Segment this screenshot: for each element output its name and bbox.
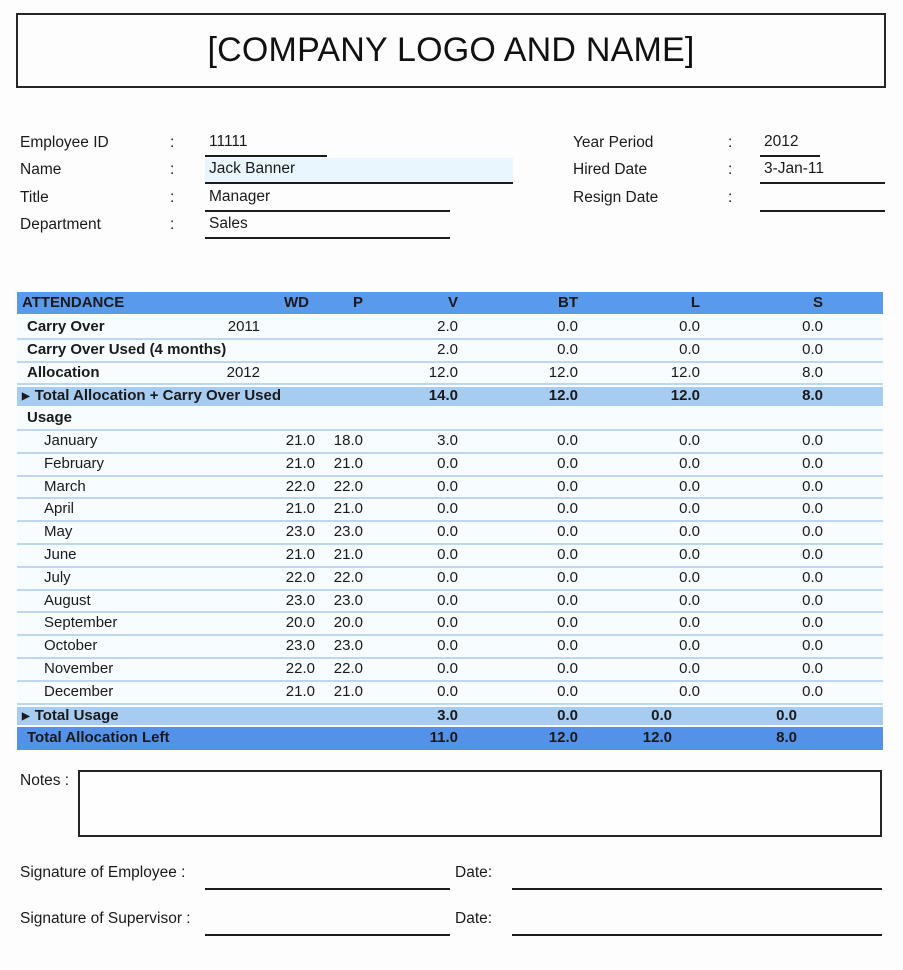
year-period-label: Year Period [573,134,654,151]
cell-bt: 0.0 [557,637,578,655]
cell-bt: 0.0 [557,477,578,495]
row-label: Carry Over Used (4 months) [27,340,227,358]
cell-bt: 0.0 [557,568,578,586]
attendance-table-header [17,292,883,314]
name-label: Name [20,161,62,178]
cell-bt: 0.0 [557,340,578,358]
cell-v: 0.0 [437,614,458,632]
row-label-cell [17,522,202,544]
hired-date-field[interactable]: 3-Jan-11 [760,158,885,184]
row-label: January [44,431,98,449]
arrow-marker-icon: ▶ [22,710,30,722]
cell-s: 0.0 [802,431,823,449]
row-label: March [44,477,86,495]
cell-s: 0.0 [802,454,823,472]
cell-bt: 12.0 [548,387,578,405]
cell-wd: 23.0 [285,591,315,609]
cell-l: 0.0 [679,318,700,335]
attendance-table [17,292,883,750]
header-p: P [352,294,363,311]
cell-v [363,408,458,430]
field-row-title [20,186,560,210]
cell-bt: 0.0 [557,682,578,700]
cell-wd: 21.0 [285,682,315,700]
cell-v: 0.0 [437,637,458,655]
cell-p [315,707,363,727]
row-label: Usage [27,409,73,427]
title-field[interactable]: Manager [205,186,450,212]
row-label-cell [17,727,202,750]
cell-l: 0.0 [679,568,700,586]
cell-wd: 22.0 [285,568,315,586]
header-year [202,292,260,314]
cell-s: 0.0 [776,706,797,724]
cell-year: 2011 [227,318,260,335]
attendance-table-body [17,317,883,750]
resign-date-label: Resign Date [573,189,659,206]
cell-l: 0.0 [679,659,700,677]
cell-wd: 20.0 [285,614,315,632]
row-label-cell [17,707,202,727]
field-row-hired-date [573,158,888,182]
cell-v: 2.0 [437,340,458,358]
cell-s: 0.0 [802,637,823,655]
field-row-name [20,158,560,182]
cell-v: 0.0 [437,477,458,495]
cell-wd: 21.0 [285,454,315,472]
cell-s: 0.0 [802,340,823,358]
notes-label: Notes : [20,772,70,789]
cell-wd: 21.0 [285,431,315,449]
cell-wd: 21.0 [285,500,315,518]
cell-s: 0.0 [802,568,823,586]
cell-wd: 23.0 [285,523,315,541]
cell-s: 0.0 [802,318,823,335]
employee-date-label: Date: [455,864,493,881]
cell-bt [458,408,578,430]
cell-l: 0.0 [679,340,700,358]
table-row [17,477,883,500]
cell-year [202,591,260,613]
cell-s: 0.0 [802,591,823,609]
cell-s [700,408,823,430]
cell-wd: 23.0 [285,637,315,655]
row-label-cell [17,340,227,362]
cell-v: 0.0 [437,591,458,609]
table-row [17,659,883,682]
header-v: V [447,294,458,311]
colon-separator: : [170,161,175,178]
cell-v: 14.0 [428,387,458,405]
cell-wd [260,707,315,727]
cell-bt: 0.0 [557,614,578,632]
cell-bt: 12.0 [548,729,578,747]
row-label: Total Allocation Left [27,729,170,747]
cell-year [202,387,260,407]
row-label: June [44,545,77,563]
table-row [17,431,883,454]
table-row [17,636,883,659]
cell-p [315,727,363,750]
year-period-field[interactable]: 2012 [760,131,820,157]
cell-bt: 0.0 [557,545,578,563]
cell-l: 0.0 [679,477,700,495]
cell-l: 0.0 [679,431,700,449]
cell-year [202,613,260,635]
row-label: August [44,591,91,609]
cell-wd [260,363,315,385]
cell-year [202,431,260,453]
row-label-cell [17,682,202,704]
cell-v: 12.0 [428,363,458,381]
row-label-cell [17,591,202,613]
cell-s: 0.0 [802,523,823,541]
cell-s: 8.0 [802,387,823,405]
cell-l: 12.0 [670,387,700,405]
row-label-cell [17,613,202,635]
cell-p: 21.0 [333,500,363,518]
cell-v: 0.0 [437,454,458,472]
cell-s: 0.0 [802,682,823,700]
cell-year [202,568,260,590]
cell-s: 0.0 [802,659,823,677]
cell-p: 21.0 [333,682,363,700]
employee-id-label: Employee ID [20,134,109,151]
cell-l: 0.0 [651,706,672,724]
cell-l: 12.0 [642,729,672,747]
cell-year [202,340,260,362]
row-label-cell [17,431,202,453]
cell-p [315,363,363,385]
field-row-year-period [573,131,888,155]
row-label: Carry Over [27,318,105,335]
cell-bt: 0.0 [557,659,578,677]
cell-l: 0.0 [679,523,700,541]
cell-wd: 22.0 [285,477,315,495]
cell-v: 2.0 [437,318,458,335]
field-row-department [20,213,560,237]
table-row [17,591,883,614]
resign-date-field[interactable] [760,186,885,212]
cell-year: 2012 [226,363,260,381]
cell-wd [260,727,315,750]
cell-s: 0.0 [802,545,823,563]
row-label-cell [17,477,202,499]
cell-l: 0.0 [679,614,700,632]
cell-v: 0.0 [437,500,458,518]
header-attendance: ATTENDANCE [22,294,125,311]
row-label-cell [17,317,202,339]
table-row [17,317,883,340]
cell-l: 0.0 [679,591,700,609]
cell-p: 22.0 [333,659,363,677]
cell-p: 21.0 [333,454,363,472]
table-row [17,613,883,636]
table-row [17,727,883,750]
signature-supervisor-line[interactable] [205,912,450,936]
signature-employee-label: Signature of Employee : [20,864,186,881]
row-label: April [44,500,75,518]
cell-s: 8.0 [776,729,797,747]
arrow-marker-icon: ▶ [22,391,30,403]
row-label: October [44,637,98,655]
cell-v: 11.0 [429,729,458,747]
cell-p: 23.0 [333,591,363,609]
cell-v: 0.0 [437,523,458,541]
cell-p: 20.0 [333,614,363,632]
header-l: L [690,294,700,311]
cell-year [202,499,260,521]
table-row [17,705,883,728]
cell-wd [260,408,315,430]
cell-wd [260,317,315,339]
table-row [17,545,883,568]
row-label: December [44,682,114,700]
signature-supervisor-label: Signature of Supervisor : [20,910,191,927]
cell-p [315,340,363,362]
cell-wd: 21.0 [285,545,315,563]
colon-separator: : [728,189,733,206]
cell-p: 18.0 [333,431,363,449]
row-label-cell [17,387,282,407]
cell-wd: 22.0 [285,659,315,677]
row-label-cell [17,499,202,521]
cell-p: 23.0 [333,523,363,541]
cell-l: 0.0 [679,500,700,518]
header-s: S [812,294,823,311]
field-row-resign-date [573,186,888,210]
table-row [17,385,883,408]
row-label: Allocation [27,363,100,381]
name-field[interactable]: Jack Banner [205,158,513,184]
table-row [17,522,883,545]
cell-p: 22.0 [333,568,363,586]
cell-bt: 0.0 [557,706,578,724]
colon-separator: : [170,189,175,206]
field-row-employee-id [20,131,560,155]
header-bt: BT [558,294,578,311]
signature-employee-line[interactable] [205,866,450,890]
cell-l: 12.0 [670,363,700,381]
cell-year [202,408,260,430]
cell-p [315,387,363,407]
cell-v: 0.0 [437,659,458,677]
cell-p [315,317,363,339]
cell-bt: 0.0 [557,523,578,541]
cell-l: 0.0 [679,545,700,563]
cell-v: 0.0 [437,682,458,700]
cell-year [202,636,260,658]
table-row [17,682,883,705]
row-label-cell [17,636,202,658]
cell-year [202,522,260,544]
employee-id-field[interactable]: 11111 [205,131,327,157]
employee-date-line[interactable] [512,866,882,890]
cell-s: 0.0 [802,614,823,632]
row-label-cell [17,659,202,681]
row-label-cell [17,363,202,385]
cell-bt: 12.0 [548,363,578,381]
row-label: July [44,568,71,586]
row-label: November [44,659,114,677]
row-label-cell [17,568,202,590]
company-logo-title: [COMPANY LOGO AND NAME] [207,31,695,69]
cell-bt: 0.0 [557,454,578,472]
row-label: Total Usage [34,706,119,724]
cell-v: 3.0 [437,706,458,724]
cell-v: 0.0 [437,545,458,563]
cell-bt: 0.0 [557,500,578,518]
cell-p: 21.0 [333,545,363,563]
row-label-cell [17,454,202,476]
cell-year [202,682,260,704]
colon-separator: : [728,134,733,151]
colon-separator: : [728,161,733,178]
cell-l [578,408,700,430]
cell-s: 8.0 [802,363,823,381]
hired-date-label: Hired Date [573,161,648,178]
row-label-cell [17,408,202,430]
colon-separator: : [170,134,175,151]
supervisor-date-label: Date: [455,910,493,927]
company-logo-box [16,13,886,88]
row-label: February [44,454,105,472]
cell-bt: 0.0 [557,591,578,609]
cell-v: 0.0 [437,568,458,586]
row-label: September [44,614,118,632]
cell-p [315,408,363,430]
colon-separator: : [170,216,175,233]
cell-year [202,454,260,476]
cell-v: 3.0 [437,431,458,449]
row-label: May [44,523,73,541]
cell-p: 22.0 [333,477,363,495]
row-label-cell [17,545,202,567]
cell-year [202,707,260,727]
table-row [17,363,883,386]
cell-s: 0.0 [802,500,823,518]
cell-s: 0.0 [802,477,823,495]
cell-l: 0.0 [679,637,700,655]
table-row [17,499,883,522]
table-row [17,408,883,431]
department-field[interactable]: Sales [205,213,450,239]
department-label: Department [20,216,101,233]
cell-l: 0.0 [679,454,700,472]
cell-wd [260,340,315,362]
cell-p: 23.0 [333,637,363,655]
table-row [17,340,883,363]
cell-year [202,727,260,750]
cell-wd [260,387,315,407]
row-label: Total Allocation + Carry Over Used [34,387,282,405]
table-row [17,454,883,477]
cell-year [202,477,260,499]
cell-bt: 0.0 [557,318,578,335]
cell-year [202,659,260,681]
cell-year [202,545,260,567]
supervisor-date-line[interactable] [512,912,882,936]
cell-l: 0.0 [679,682,700,700]
header-wd: WD [284,294,309,311]
table-row [17,568,883,591]
title-label: Title [20,189,49,206]
cell-bt: 0.0 [557,431,578,449]
notes-box[interactable] [78,770,882,837]
